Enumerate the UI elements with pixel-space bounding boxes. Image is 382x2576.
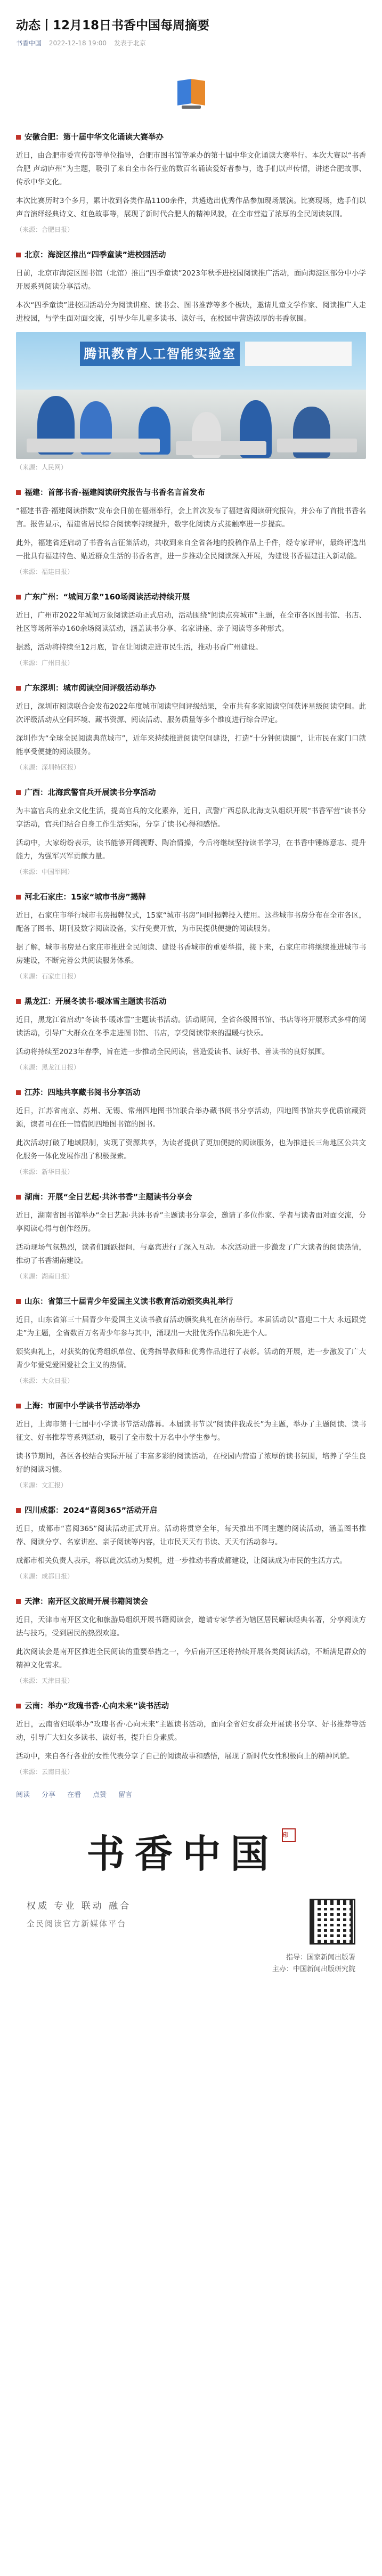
photo-banner-text: 腾讯教育人工智能实验室 bbox=[80, 342, 240, 366]
source-note: （来源：石家庄日报） bbox=[16, 973, 80, 980]
section-title bbox=[16, 787, 366, 799]
section-title-text: 安徽合肥：第十届中华文化诵读大赛举办 bbox=[25, 133, 164, 142]
section-title bbox=[16, 1191, 366, 1204]
news-section bbox=[16, 591, 366, 668]
section-paragraph: 此次阅读会是南开区推进全民阅读的重要举措之一，今后南开区还将持续开展各类阅读活动，不断满足群众的精神文化需求。 bbox=[16, 1648, 366, 1670]
section-paragraph: 近日，江苏省南京、苏州、无锡、常州四地图书馆联合举办藏书阅书分享活动，四地图书馆共享优质馆藏资源，读者可在任一馆借阅四地图书馆的图书。 bbox=[16, 1107, 366, 1129]
red-square-bullet-icon bbox=[16, 1299, 21, 1304]
source-note: （来源：人民网） bbox=[16, 464, 68, 471]
news-section bbox=[16, 131, 366, 235]
section-title bbox=[16, 131, 366, 144]
section-paragraph: 读书节期间，各区各校结合实际开展了丰富多彩的阅读活动，在校园内营造了浓厚的读书氛围，培养了学生良好的阅读习惯。 bbox=[16, 1452, 366, 1474]
red-square-bullet-icon bbox=[16, 490, 21, 495]
section-paragraph: 近日，成都市“喜阅365”阅读活动正式开启。活动将贯穿全年，每天推出不同主题的阅读活动，涵盖图书推荐、阅读分享、名家讲座、亲子阅读等内容，让市民天天有书读、天天有活动参与。 bbox=[16, 1525, 366, 1546]
source-note: （来源：湖南日报） bbox=[16, 1273, 74, 1280]
news-section bbox=[16, 891, 366, 982]
section-title-text: 北京：海淀区推出“四季童读”进校园活动 bbox=[25, 251, 166, 260]
seal-stamp-icon: 印 bbox=[282, 1828, 296, 1842]
section-title-text: 福建：首部书香·福建阅读研究报告与书香名言首发布 bbox=[25, 489, 206, 497]
section-title-text: 山东：省第三十届青少年爱国主义读书教育活动颁奖典礼举行 bbox=[25, 1298, 233, 1306]
news-section bbox=[16, 249, 366, 473]
section-title bbox=[16, 891, 366, 904]
section-title bbox=[16, 1087, 366, 1099]
publish-location: 发表于北京 bbox=[113, 39, 146, 47]
section-title-text: 天津：南开区文旅局开展书籍阅读会 bbox=[25, 1598, 148, 1606]
news-section bbox=[16, 1400, 366, 1490]
source-note: （来源：天津日报） bbox=[16, 1677, 74, 1684]
section-paragraph: 此次活动打破了地域限制，实现了资源共享，为读者提供了更加便捷的阅读服务，也为推进长三角地区公共文化服务一体化发展作出了积极探索。 bbox=[16, 1139, 366, 1161]
section-paragraph: 颁奖典礼上，对获奖的优秀组织单位、优秀指导教师和优秀作品进行了表彰。活动的开展，进一步激发了广大青少年爱党爱国爱社会主义的热情。 bbox=[16, 1348, 366, 1370]
news-section bbox=[16, 1087, 366, 1177]
source-note: （来源：新华日报） bbox=[16, 1168, 74, 1176]
red-square-bullet-icon bbox=[16, 595, 21, 600]
red-square-bullet-icon bbox=[16, 999, 21, 1004]
section-paragraph: 近日，黑龙江省启动“冬读书·暖冰雪”主题读书活动。活动期间，全省各级图书馆、书店等将开展形式多样的阅读活动，引导广大群众在冬季走进图书馆、书店，享受阅读带来的温暖与快乐。 bbox=[16, 1016, 366, 1038]
red-square-bullet-icon bbox=[16, 1090, 21, 1095]
footer-brand bbox=[16, 1828, 366, 1975]
news-section bbox=[16, 1504, 366, 1582]
source-note: （来源：福建日报） bbox=[16, 568, 74, 576]
source-note: （来源：云南日报） bbox=[16, 1768, 74, 1776]
source-note: （来源：中国军网） bbox=[16, 868, 74, 876]
section-title bbox=[16, 995, 366, 1008]
section-title-text: 湖南：开展“全日艺起·共沐书香”主题读书分享会 bbox=[25, 1193, 192, 1202]
classroom-photo bbox=[16, 332, 366, 459]
article-action-link[interactable]: 点赞 bbox=[93, 1791, 107, 1799]
red-square-bullet-icon bbox=[16, 1599, 21, 1604]
news-section bbox=[16, 1191, 366, 1282]
section-title-text: 上海：市面中小学读书节活动举办 bbox=[25, 1402, 141, 1411]
host-org: 主办：中国新闻出版研究院 bbox=[272, 1965, 355, 1973]
section-paragraph: 成都市相关负责人表示，将以此次活动为契机，进一步推动书香成都建设，让阅读成为市民的生活方式。 bbox=[16, 1557, 347, 1565]
account-name-link[interactable]: 书香中国 bbox=[16, 39, 42, 47]
red-square-bullet-icon bbox=[16, 1404, 21, 1408]
section-paragraph: 据悉，活动将持续至12月底，旨在让阅读走进市民生活，推动书香广州建设。 bbox=[16, 643, 263, 652]
red-square-bullet-icon bbox=[16, 135, 21, 140]
section-title-text: 四川成都：2024“喜阅365”活动开启 bbox=[25, 1506, 158, 1515]
section-paragraph: 活动现场气氛热烈，读者们踊跃提问，与嘉宾进行了深入互动。本次活动进一步激发了广大读者的阅读热情，推动了书香湖南建设。 bbox=[16, 1243, 366, 1265]
section-title-text: 广西：北海武警官兵开展读书分享活动 bbox=[25, 789, 156, 797]
section-paragraph: 近日，由合肥市委宣传部等单位指导，合肥市图书馆等承办的第十届中华文化诵读大赛举行。本次大赛以“书香合肥 声动庐州”为主题，吸引了来自全市各行业的数百名诵读爱好者参与，选手们以声传情，讲述合肥故事、传承中华文化。 bbox=[16, 151, 366, 187]
red-square-bullet-icon bbox=[16, 790, 21, 795]
article-action-link[interactable]: 分享 bbox=[42, 1791, 56, 1799]
news-section bbox=[16, 487, 366, 577]
section-title bbox=[16, 249, 366, 262]
section-paragraph: 近日，天津市南开区文化和旅游局组织开展书籍阅读会，邀请专家学者为辖区居民解读经典名著，分享阅读方法与技巧，受到居民的热烈欢迎。 bbox=[16, 1616, 366, 1638]
publish-date: 2022-12-18 19:00 bbox=[48, 39, 107, 47]
section-paragraph: 活动中，大家纷纷表示，读书能够开阔视野、陶冶情操，今后将继续坚持读书学习，在书香中锤炼意志、提升能力，为强军兴军贡献力量。 bbox=[16, 839, 366, 861]
section-paragraph: 近日，深圳市阅读联合会发布2022年度城市阅读空间评级结果，全市共有多家阅读空间获评星级阅读空间。此次评级活动从空间环境、藏书资源、阅读活动、服务质量等多个维度进行综合评定。 bbox=[16, 702, 366, 724]
source-note: （来源：深圳特区报） bbox=[16, 764, 80, 771]
article-content bbox=[16, 131, 366, 1777]
section-paragraph: 日前，北京市海淀区图书馆（北馆）推出“四季童读”2023年秋季进校园阅读推广活动，面向海淀区部分中小学开展系列阅读分享活动。 bbox=[16, 269, 366, 291]
section-title-text: 广东深圳：城市阅读空间评级活动举办 bbox=[25, 684, 156, 693]
section-title bbox=[16, 1504, 366, 1517]
source-note: （来源：黑龙江日报） bbox=[16, 1064, 80, 1071]
section-title bbox=[16, 682, 366, 695]
article-meta bbox=[16, 38, 366, 49]
source-note: （来源：大众日报） bbox=[16, 1377, 74, 1384]
section-paragraph: 深圳作为“全球全民阅读典范城市”，近年来持续推进阅读空间建设，打造“十分钟阅读圈”，让市民在家门口就能享受便捷的阅读服务。 bbox=[16, 734, 366, 756]
article-action-link[interactable]: 阅读 bbox=[16, 1791, 30, 1799]
news-section bbox=[16, 995, 366, 1073]
article-action-link[interactable]: 留言 bbox=[118, 1791, 133, 1799]
source-note: （来源：合肥日报） bbox=[16, 226, 74, 233]
source-note: （来源：文汇报） bbox=[16, 1481, 68, 1489]
news-section bbox=[16, 682, 366, 773]
section-paragraph: 近日，湖南省图书馆举办“全日艺起·共沐书香”主题读书分享会，邀请了多位作家、学者与读者面对面交流，分享阅读心得与创作经历。 bbox=[16, 1211, 366, 1233]
red-square-bullet-icon bbox=[16, 686, 21, 691]
section-paragraph: 活动中，来自各行各业的女性代表分享了自己的阅读故事和感悟，展现了新时代女性积极向上的精神风貌。 bbox=[16, 1752, 354, 1761]
section-title bbox=[16, 487, 366, 499]
section-paragraph: 本次“四季童读”进校园活动分为阅读讲座、读书会、图书推荐等多个板块，邀请儿童文学作家、阅读推广人走进校园，与学生面对面交流，引导少年儿童多读书、读好书，在校园中营造浓厚的书香氛围。 bbox=[16, 301, 366, 323]
section-paragraph: 近日，石家庄市举行城市书房揭牌仪式，15家“城市书房”同时揭牌投入使用。这些城市书房分布在全市各区，配备了图书、期刊及数字阅读设备，实行免费开放，为市民提供便捷的阅读服务。 bbox=[16, 911, 366, 933]
section-paragraph: 近日，云南省妇联举办“玫瑰书香·心向未来”主题读书活动，面向全省妇女群众开展读书分享、好书推荐等活动，引导广大妇女多读书、读好书，提升自身素质。 bbox=[16, 1720, 366, 1742]
slogan-secondary: 全民阅读官方新媒体平台 bbox=[27, 1919, 127, 1929]
section-paragraph: 为丰富官兵的业余文化生活，提高官兵的文化素养，近日，武警广西总队北海支队组织开展“书香军营”读书分享活动，官兵们结合自身工作生活实际，分享了读书心得和感悟。 bbox=[16, 807, 366, 829]
section-title-text: 黑龙江：开展冬读书·暖冰雪主题读书活动 bbox=[25, 998, 167, 1006]
source-note: （来源：成都日报） bbox=[16, 1573, 74, 1580]
qr-code-icon[interactable] bbox=[310, 1899, 355, 1945]
news-section bbox=[16, 787, 366, 877]
section-title bbox=[16, 1400, 366, 1413]
section-paragraph: 本次比赛历时3个多月，累计收到各类作品1100余件，共遴选出优秀作品参加现场展演。比赛现场，选手们以声音演绎经典诗文、红色故事等，展现了新时代合肥人的精神风貌，在全市营造了浓厚的全民阅读氛围。 bbox=[16, 197, 366, 218]
article-action-link[interactable]: 在看 bbox=[67, 1791, 82, 1799]
section-paragraph: 近日，山东省第三十届青少年爱国主义读书教育活动颁奖典礼在济南举行。本届活动以“喜迎二十大 永远跟党走”为主题，全省数百万名青少年参与其中，涌现出一大批优秀作品和先进个人。 bbox=[16, 1316, 366, 1338]
section-paragraph: “福建书香·福建阅读指数”发布会日前在福州举行，会上首次发布了福建省阅读研究报告，并公布了首批书香名言。报告显示，福建省居民综合阅读率持续提升，数字化阅读方式接触率进一步提高。 bbox=[16, 507, 366, 529]
red-square-bullet-icon bbox=[16, 1195, 21, 1200]
section-title bbox=[16, 1595, 366, 1608]
news-section bbox=[16, 1295, 366, 1386]
section-title-text: 河北石家庄：15家“城市书房”揭牌 bbox=[25, 893, 146, 902]
news-section bbox=[16, 1595, 366, 1686]
section-title-text: 云南：举办“玫瑰书香·心向未来”读书活动 bbox=[25, 1702, 169, 1711]
section-title-text: 广东广州：“城间万象”160场阅读活动持续开展 bbox=[25, 593, 190, 602]
section-title bbox=[16, 1295, 366, 1308]
red-square-bullet-icon bbox=[16, 895, 21, 900]
source-note: （来源：广州日报） bbox=[16, 659, 74, 667]
calligraphy-logo: 书香中国 印 bbox=[16, 1828, 366, 1887]
book-logo-icon bbox=[172, 77, 210, 111]
article-actions bbox=[16, 1789, 366, 1800]
article-title: 动态丨12月18日书香中国每周摘要 bbox=[16, 19, 210, 33]
section-paragraph: 此外，福建省还启动了书香名言征集活动，共收到来自全省各地的投稿作品上千件，经专家评审，最终评选出一批具有福建特色、贴近群众生活的书香名言，进一步推动全民阅读深入开展，为建设书香福建注入新动能。 bbox=[16, 539, 366, 561]
section-title bbox=[16, 591, 366, 604]
section-title bbox=[16, 1700, 366, 1713]
section-title-text: 江苏：四地共享藏书阅书分享活动 bbox=[25, 1089, 141, 1097]
slogan-primary: 权威 专业 联动 融合 bbox=[27, 1901, 132, 1911]
guide-org: 指导：国家新闻出版署 bbox=[286, 1954, 355, 1962]
red-square-bullet-icon bbox=[16, 1704, 21, 1708]
red-square-bullet-icon bbox=[16, 253, 21, 257]
section-paragraph: 活动将持续至2023年春季，旨在进一步推动全民阅读，营造爱读书、读好书、善读书的良好氛围。 bbox=[16, 1048, 329, 1056]
section-paragraph: 近日，上海市第十七届中小学读书节活动落幕。本届读书节以“阅读伴我成长”为主题，举办了主题阅读、读书征文、好书推荐等系列活动，吸引了全市数十万名中小学生参与。 bbox=[16, 1420, 366, 1442]
section-paragraph: 近日，广州市2022年城间万象阅读活动正式启动，活动围绕“阅读点亮城市”主题，在全市各区图书馆、书店、社区等场所举办160余场阅读活动，涵盖读书分享、名家讲座、亲子阅读等多种形式。 bbox=[16, 611, 366, 633]
news-section bbox=[16, 1700, 366, 1777]
red-square-bullet-icon bbox=[16, 1508, 21, 1513]
section-paragraph: 据了解，城市书房是石家庄市推进全民阅读、建设书香城市的重要举措，接下来，石家庄市将继续推进城市书房建设，不断完善公共阅读服务体系。 bbox=[16, 943, 366, 965]
organizer-info bbox=[16, 1952, 366, 1975]
